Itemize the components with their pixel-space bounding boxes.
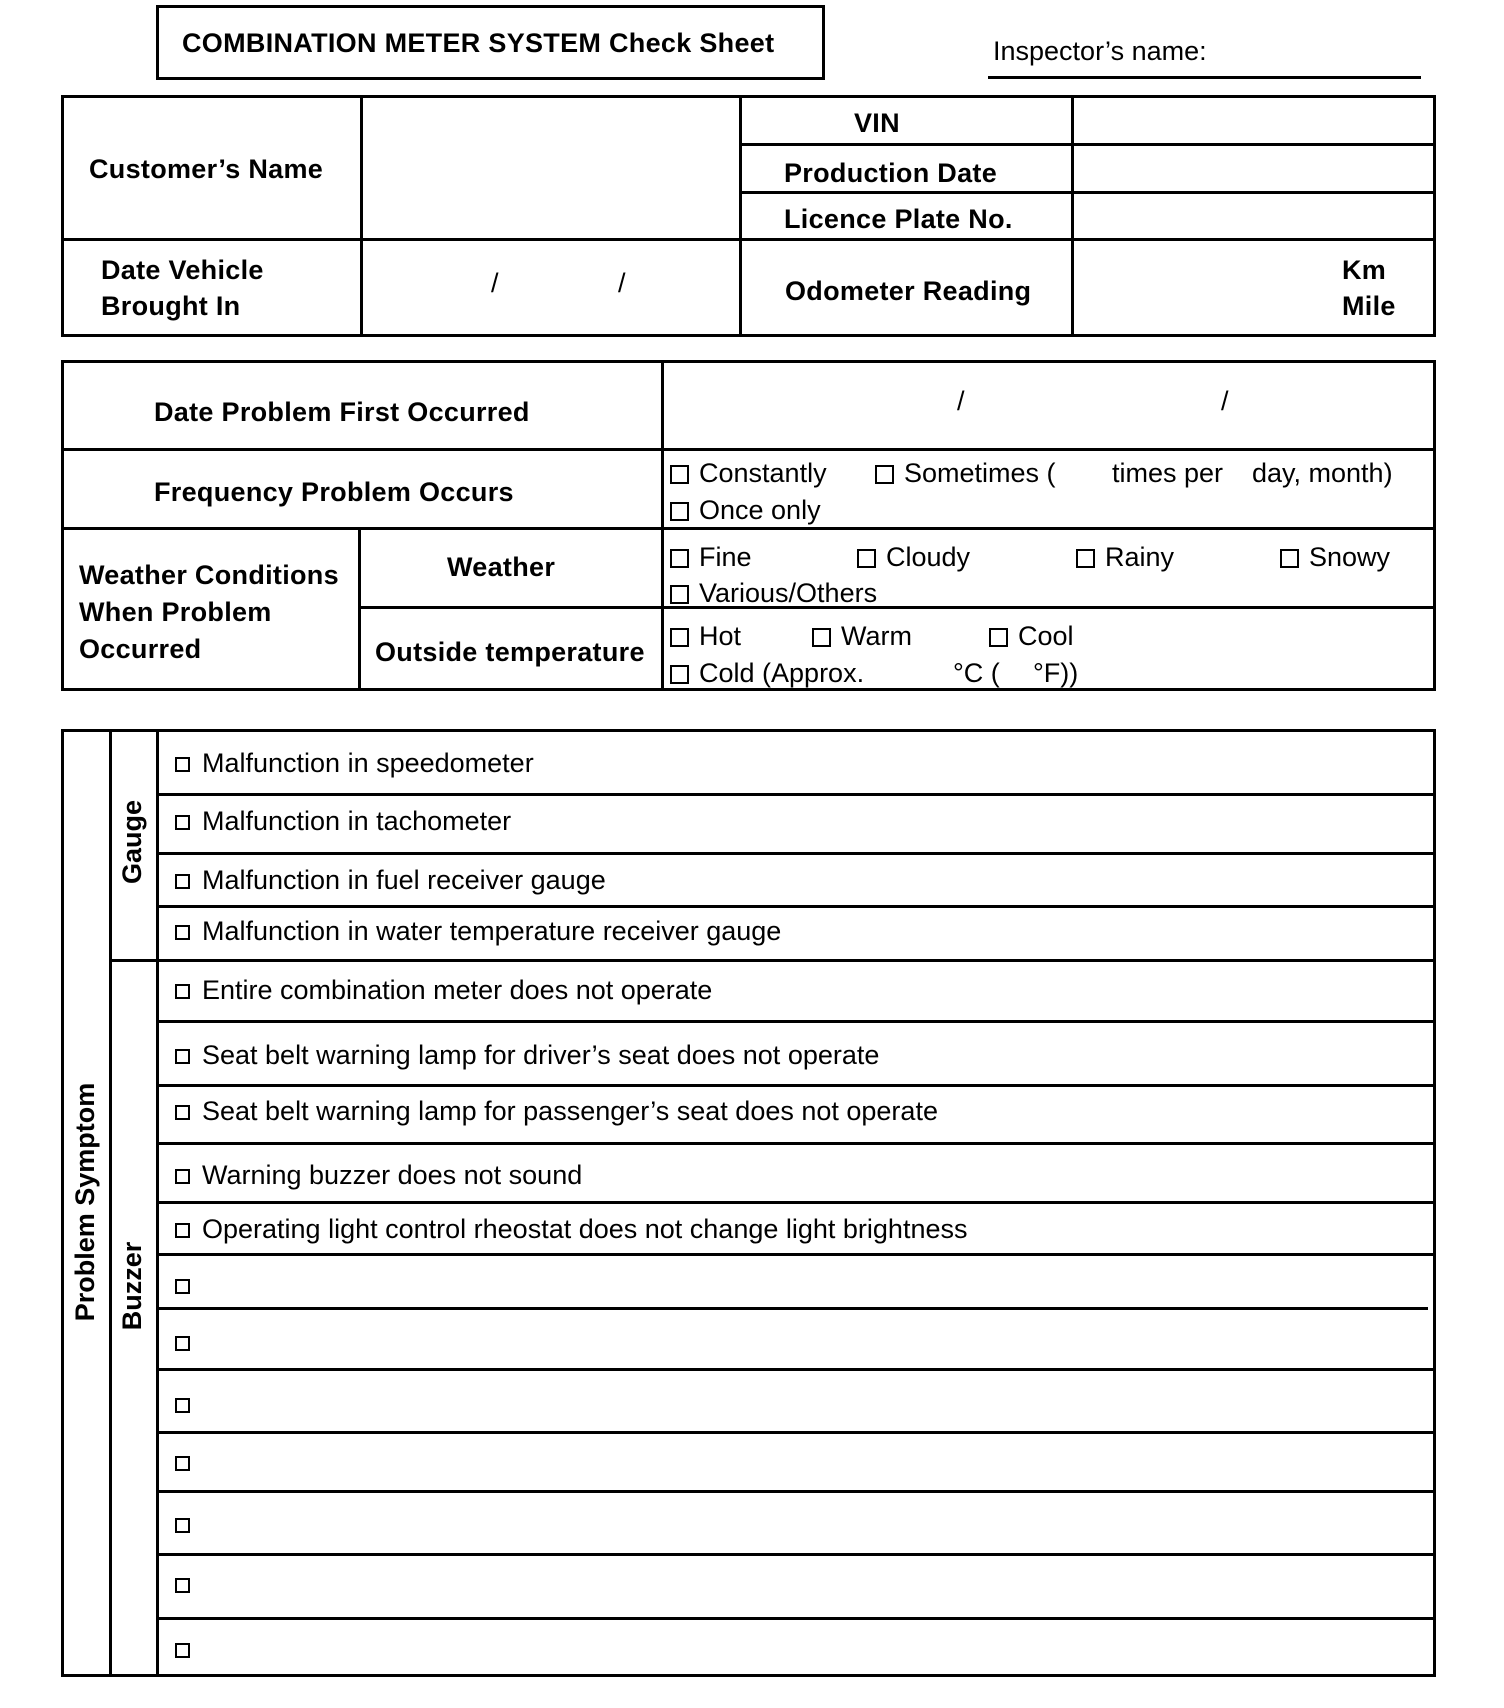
- checkbox-icon: [175, 1223, 190, 1238]
- temperature-label: Outside temperature: [375, 637, 645, 667]
- symptom-item[interactable]: Malfunction in tachometer: [175, 806, 511, 837]
- deg-c-text: °C (: [953, 658, 1000, 688]
- divider: [156, 793, 1436, 796]
- divider: [156, 1368, 1436, 1371]
- symptom-item[interactable]: Entire combination meter does not operate: [175, 975, 712, 1006]
- checkbox-icon: [175, 1336, 190, 1351]
- divider: [156, 905, 1436, 908]
- weather-snowy-option[interactable]: Snowy: [1280, 542, 1390, 573]
- divider: [156, 1490, 1436, 1493]
- blank-symptom-row[interactable]: [175, 1389, 202, 1420]
- temp-hot-option[interactable]: Hot: [670, 621, 741, 652]
- checkbox-icon: [1076, 549, 1095, 568]
- weather-fine-option[interactable]: Fine: [670, 542, 752, 573]
- divider: [739, 191, 1436, 194]
- divider: [156, 1617, 1436, 1620]
- inspector-label: Inspector’s name:: [993, 36, 1207, 66]
- times-per-text: times per: [1112, 458, 1224, 488]
- checkbox-icon: [175, 1049, 190, 1064]
- divider: [156, 959, 1436, 962]
- divider: [156, 1431, 1436, 1434]
- date-separator: /: [957, 386, 965, 416]
- checkbox-icon: [670, 465, 689, 484]
- weather-group-label-2: When Problem: [79, 597, 272, 627]
- blank-symptom-row[interactable]: [175, 1447, 202, 1478]
- unit-mile: Mile: [1342, 291, 1396, 321]
- checkbox-icon: [175, 1456, 190, 1471]
- production-date-label: Production Date: [784, 158, 998, 188]
- date-brought-in-label-2: Brought In: [101, 291, 241, 321]
- vin-field[interactable]: [1077, 100, 1431, 142]
- weather-cloudy-option[interactable]: Cloudy: [857, 542, 970, 573]
- symptom-item[interactable]: Seat belt warning lamp for passenger’s seat does not operate: [175, 1096, 938, 1127]
- licence-plate-label: Licence Plate No.: [784, 204, 1013, 234]
- weather-various-option[interactable]: Various/Others: [670, 578, 877, 609]
- checkbox-icon: [175, 1398, 190, 1413]
- weather-group-label-3: Occurred: [79, 634, 202, 664]
- unit-km: Km: [1342, 255, 1387, 285]
- divider: [360, 606, 1436, 609]
- date-separator: /: [491, 268, 499, 298]
- checkbox-icon: [670, 549, 689, 568]
- checkbox-icon: [175, 1518, 190, 1533]
- customer-name-field[interactable]: [366, 100, 736, 236]
- divider: [156, 1553, 1436, 1556]
- divider: [739, 95, 742, 337]
- production-date-field[interactable]: [1077, 148, 1431, 190]
- checkbox-icon: [175, 815, 190, 830]
- divider: [156, 1142, 1436, 1145]
- checkbox-icon: [175, 984, 190, 999]
- once-only-option[interactable]: Once only: [670, 495, 821, 526]
- blank-symptom-row[interactable]: [175, 1509, 202, 1540]
- sometimes-option[interactable]: Sometimes (: [875, 458, 1056, 489]
- buzzer-label: Buzzer: [117, 1241, 147, 1331]
- frequency-label: Frequency Problem Occurs: [154, 477, 514, 507]
- checkbox-icon: [812, 628, 831, 647]
- temp-cool-option[interactable]: Cool: [989, 621, 1074, 652]
- day-month-text: day, month): [1252, 458, 1393, 488]
- odometer-label: Odometer Reading: [785, 276, 1032, 306]
- divider: [661, 360, 664, 691]
- licence-plate-field[interactable]: [1077, 196, 1431, 238]
- blank-symptom-row[interactable]: [175, 1327, 202, 1358]
- page-title: COMBINATION METER SYSTEM Check Sheet: [182, 28, 775, 58]
- checkbox-icon: [175, 925, 190, 940]
- symptom-item[interactable]: Warning buzzer does not sound: [175, 1160, 582, 1191]
- symptom-item[interactable]: Malfunction in speedometer: [175, 748, 534, 779]
- divider: [358, 527, 361, 691]
- blank-symptom-row[interactable]: [175, 1569, 202, 1600]
- inspector-name-line[interactable]: [988, 76, 1421, 79]
- checkbox-icon: [857, 549, 876, 568]
- date-first-occurred-label: Date Problem First Occurred: [154, 397, 530, 427]
- checkbox-icon: [670, 502, 689, 521]
- divider: [156, 1084, 1436, 1087]
- vin-label: VIN: [854, 108, 900, 138]
- weather-label: Weather: [447, 552, 556, 582]
- blank-symptom-row[interactable]: [175, 1270, 202, 1301]
- divider: [156, 1253, 1436, 1256]
- divider: [360, 95, 363, 337]
- checkbox-icon: [175, 874, 190, 889]
- date-separator: /: [1221, 386, 1229, 416]
- divider: [156, 852, 1436, 855]
- constantly-option[interactable]: Constantly: [670, 458, 827, 489]
- title-box: [156, 5, 825, 80]
- symptom-item[interactable]: Malfunction in water temperature receiver gauge: [175, 916, 781, 947]
- divider: [156, 1201, 1436, 1204]
- divider: [109, 959, 158, 962]
- checkbox-icon: [670, 628, 689, 647]
- checkbox-icon: [175, 757, 190, 772]
- problem-symptom-label: Problem Symptom: [70, 1082, 100, 1322]
- weather-rainy-option[interactable]: Rainy: [1076, 542, 1174, 573]
- checkbox-icon: [175, 1578, 190, 1593]
- deg-f-text: °F)): [1033, 658, 1079, 688]
- checkbox-icon: [670, 665, 689, 684]
- checkbox-icon: [175, 1105, 190, 1120]
- date-brought-in-label-1: Date Vehicle: [101, 255, 264, 285]
- divider: [61, 448, 1436, 451]
- divider: [109, 729, 112, 1677]
- checkbox-icon: [1280, 549, 1299, 568]
- divider: [61, 527, 1436, 530]
- symptom-item[interactable]: Seat belt warning lamp for driver’s seat does not operate: [175, 1040, 879, 1071]
- temp-cold-option[interactable]: Cold (Approx.: [670, 658, 864, 689]
- blank-symptom-row[interactable]: [175, 1634, 202, 1665]
- symptom-item[interactable]: Malfunction in fuel receiver gauge: [175, 865, 606, 896]
- symptom-item[interactable]: Operating light control rheostat does not change light brightness: [175, 1214, 967, 1245]
- date-separator: /: [618, 268, 626, 298]
- customer-name-label: Customer’s Name: [89, 154, 324, 184]
- weather-group-label-1: Weather Conditions: [79, 560, 339, 590]
- checkbox-icon: [989, 628, 1008, 647]
- checkbox-icon: [670, 585, 689, 604]
- divider: [61, 238, 1436, 241]
- divider: [156, 1020, 1436, 1023]
- divider: [156, 1307, 1428, 1310]
- checkbox-icon: [175, 1643, 190, 1658]
- checkbox-icon: [175, 1279, 190, 1294]
- checkbox-icon: [175, 1169, 190, 1184]
- gauge-label: Gauge: [117, 799, 147, 885]
- divider: [1071, 95, 1074, 337]
- temp-warm-option[interactable]: Warm: [812, 621, 912, 652]
- checkbox-icon: [875, 465, 894, 484]
- divider: [739, 143, 1436, 146]
